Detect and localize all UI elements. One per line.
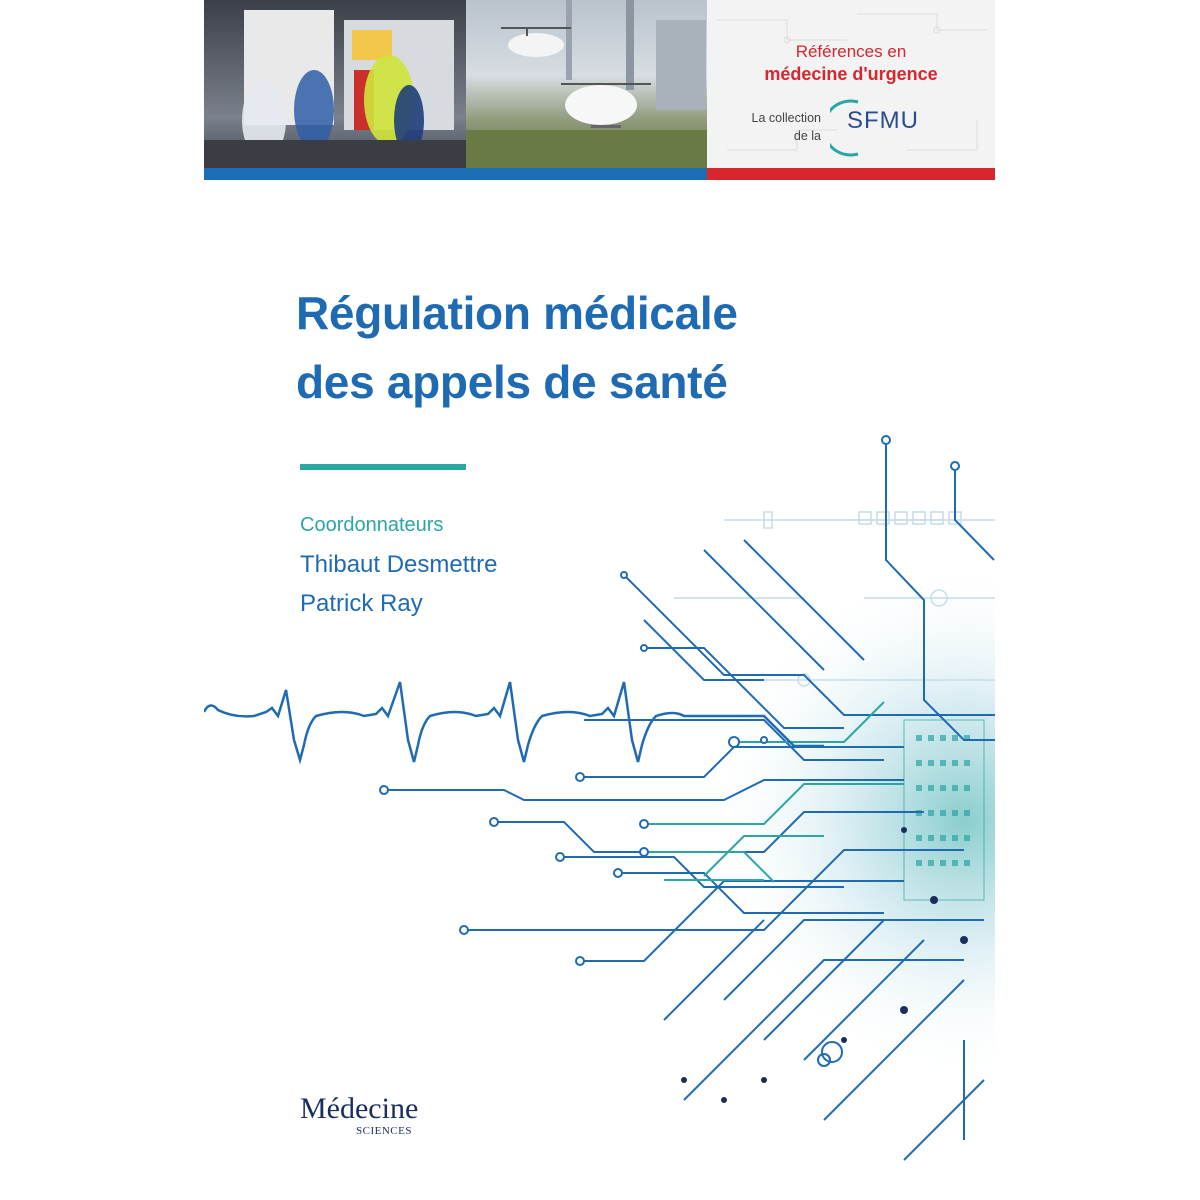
collection-line-2: médecine d'urgence — [764, 64, 938, 84]
collection-label-line-1: La collection — [751, 111, 821, 125]
publisher-logo-subtitle: SCIENCES — [356, 1125, 412, 1137]
coordinator-name: Patrick Ray — [300, 590, 423, 617]
collection-line-1: Références en — [795, 42, 907, 61]
collection-label-line-2: de la — [793, 129, 821, 143]
coordinators-label: Coordonnateurs — [300, 514, 444, 536]
sfmu-logo-text: SFMU — [847, 107, 919, 134]
book-title-line-2: des appels de santé — [296, 356, 728, 408]
book-cover — [204, 0, 995, 1200]
coordinator-name: Thibaut Desmettre — [300, 551, 498, 578]
book-title-line-1: Régulation médicale — [296, 287, 738, 339]
title-divider — [300, 464, 466, 470]
publisher-logo-name: Médecine — [300, 1092, 419, 1125]
